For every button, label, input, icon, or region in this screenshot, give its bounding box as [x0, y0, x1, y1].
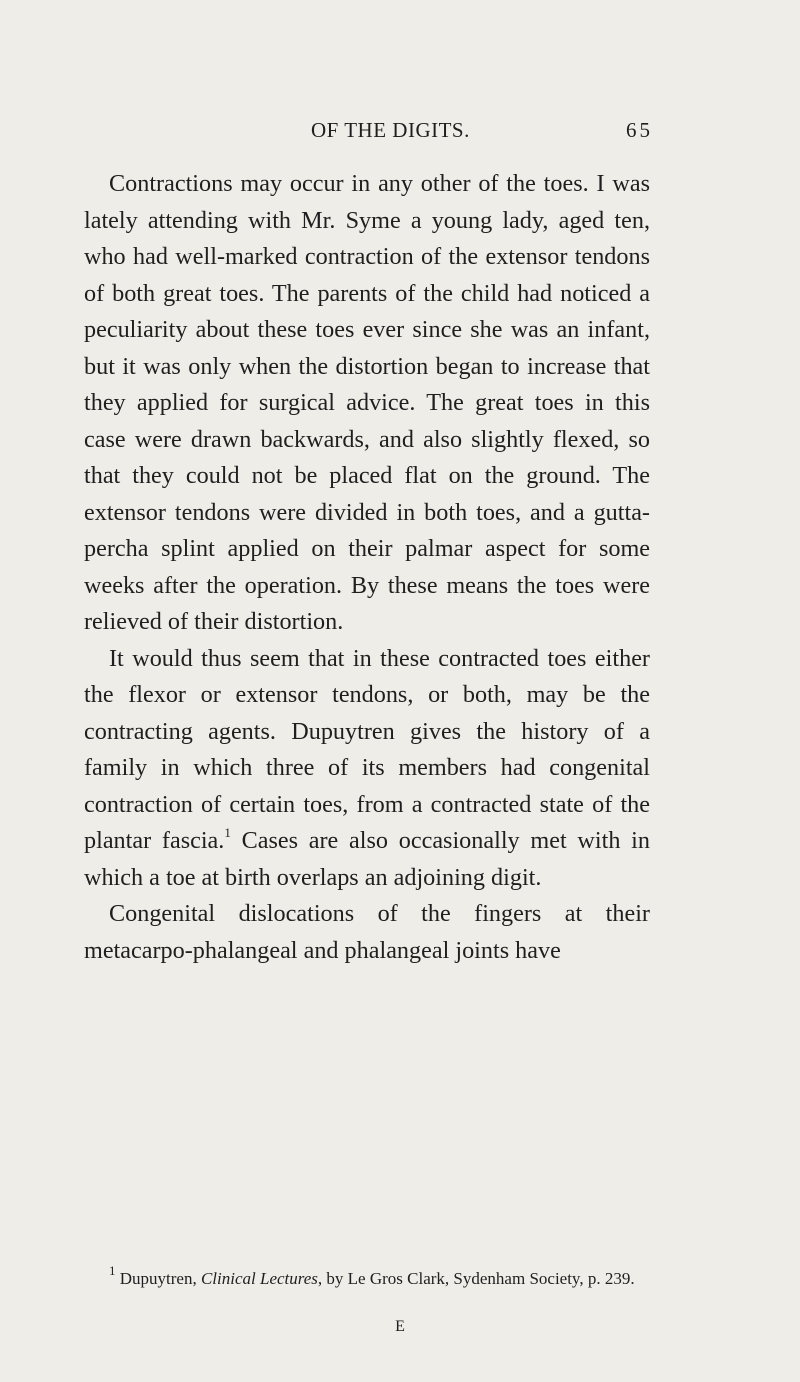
- running-head: [253, 118, 653, 148]
- footnote-citation: , by Le Gros Clark, Sydenham Society, p. 239.: [317, 1269, 635, 1288]
- page-number: 65: [626, 118, 653, 142]
- paragraph-2-continued: Cases are also occasionally met with in which a toe at birth overlaps an adjoining digit.: [84, 827, 650, 891]
- paragraph-2-text: It would thus seem that in these contracted toes either the flexor or extensor tendons, or both, may be the contracting agents. Dupuytren gives the history of a family in which three of its members had congenital contraction of certain toes, from a contracted state of the plantar fascia.: [84, 644, 650, 854]
- footnote-author: Dupuytren,: [115, 1269, 201, 1288]
- footnote: [84, 1263, 650, 1290]
- footnote-work-title: Clinical Lectures: [200, 1269, 318, 1288]
- footnote-marker: 1: [109, 1263, 116, 1279]
- signature-mark: E: [395, 1318, 405, 1335]
- paragraph-2: [84, 641, 650, 897]
- body-text: [84, 166, 650, 969]
- paragraph-3: Congenital dislocations of the fingers at their metacarpo-phalangeal and phalangeal joints have: [84, 900, 650, 964]
- paragraph-1: Contractions may occur in any other of the toes. I was lately attending with Mr. Syme a young lady, aged ten, who had well-marked contraction of the extensor tendons of both great toes. The parents of the child had noticed a peculiarity about these toes ever since she was an infant, but it was only when the distortion began to increase that they applied for surgical advice. The great toes in this case were drawn backwards, and also slightly flexed, so that they could not be placed flat on the ground. The extensor tendons were divided in both toes, and a gutta-percha splint applied on their palmar aspect for some weeks after the operation. By these means the toes were relieved of their distortion.: [84, 170, 650, 635]
- running-head-title: OF THE DIGITS.: [311, 118, 470, 142]
- footnote-reference: 1: [224, 824, 231, 840]
